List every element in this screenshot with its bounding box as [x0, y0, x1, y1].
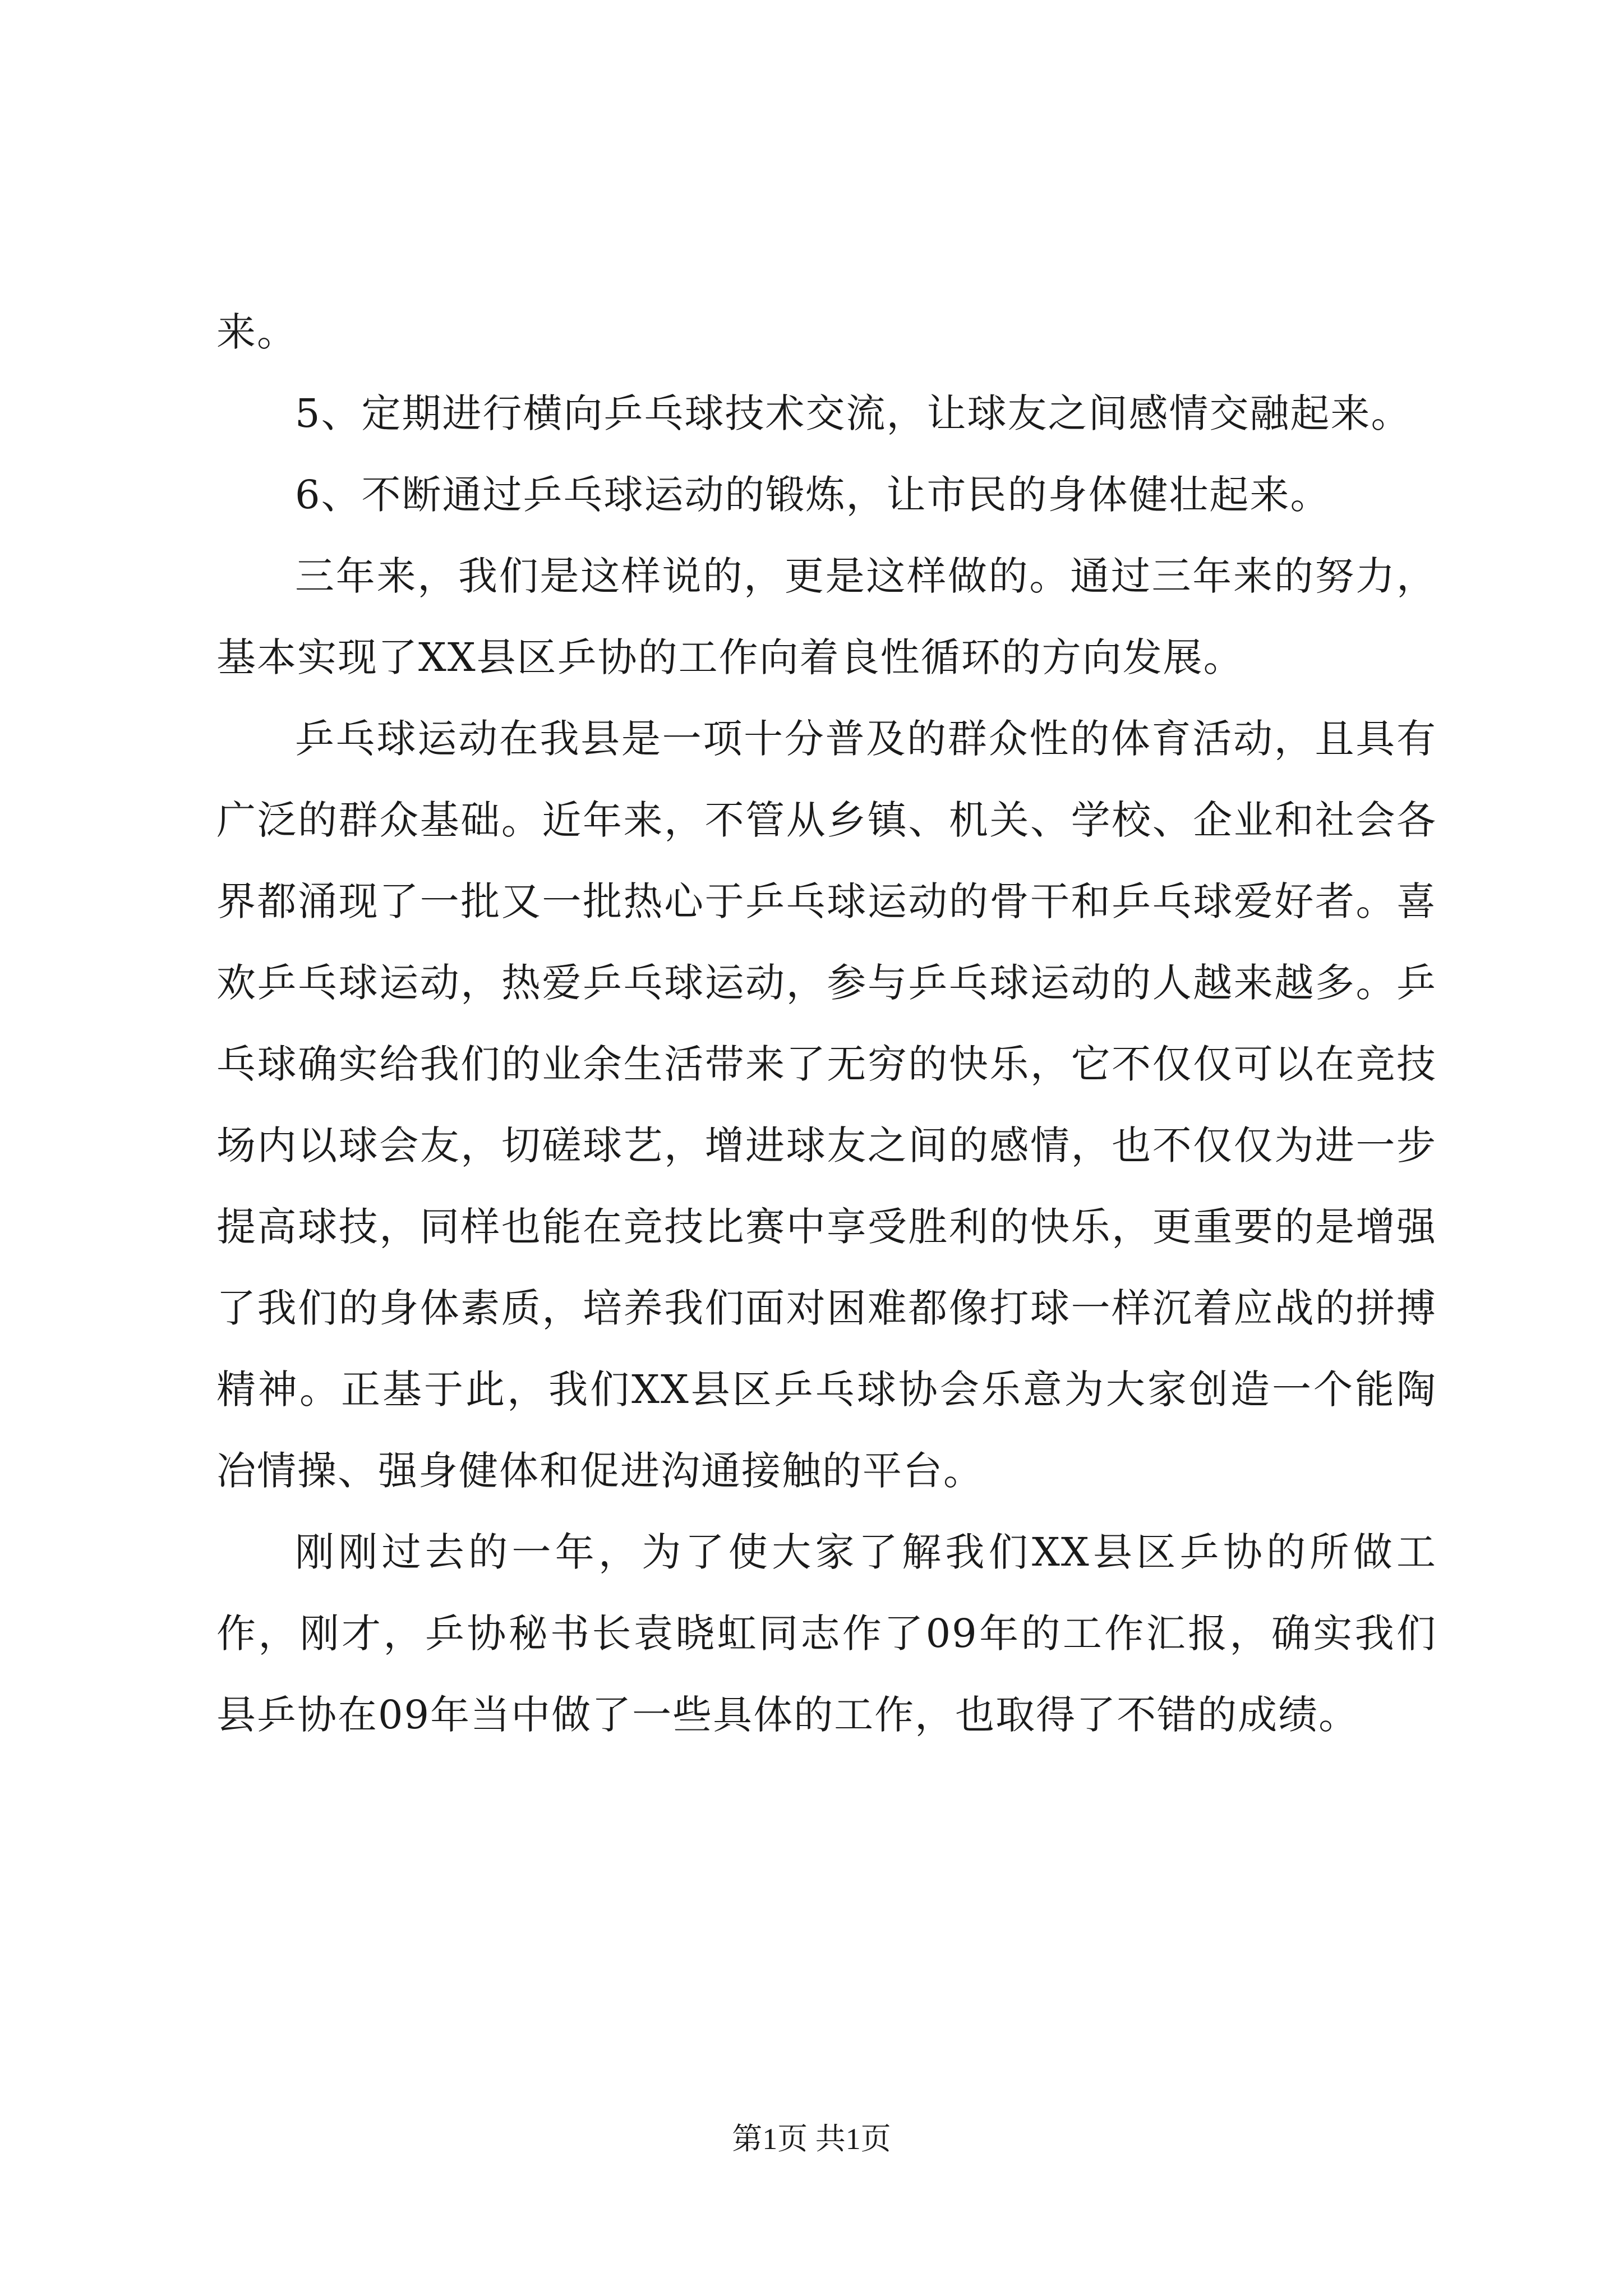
document-body — [216, 292, 1437, 1756]
paragraph-item-5: 5、定期进行横向乒乓球技术交流，让球友之间感情交融起来。 — [295, 390, 1412, 436]
paragraph-three-years: 三年来，我们是这样说的，更是这样做的。通过三年来的努力，基本实现了XX县区乒协的工作向着良性循环的方向发展。 — [216, 553, 1437, 680]
page-footer: 第1页 共1页 — [732, 2122, 891, 2156]
paragraph-table-tennis-popularity: 乒乓球运动在我县是一项十分普及的群众性的体育活动，且具有广泛的群众基础。近年来，不管从乡镇、机关、学校、企业和社会各界都涌现了一批又一批热心于乒乓球运动的骨干和乒乓球爱好者。喜欢乒乓球运动，热爱乒乓球运动，参与乒乓球运动的人越来越多。乒乓球确实给我们的业余生活带来了无穷的快乐，它不仅仅可以在竞技场内以球会友，切磋球艺，增进球友之间的感情，也不仅仅为进一步提高球技，同样也能在竞技比赛中享受胜利的快乐，更重要的是增强了我们的身体素质，培养我们面对困难都像打球一样沉着应战的拼搏精神。正基于此，我们XX县区乒乓球协会乐意为大家创造一个能陶冶情操、强身健体和促进沟通接触的平台。 — [216, 716, 1437, 1494]
paragraph-past-year: 刚刚过去的一年，为了使大家了解我们XX县区乒协的所做工作，刚才，乒协秘书长袁晓虹同志作了09年的工作汇报，确实我们县乒协在09年当中做了一些具体的工作，也取得了不错的成绩。 — [216, 1529, 1437, 1738]
paragraph-continuation: 来。 — [216, 309, 297, 355]
paragraph-item-6: 6、不断通过乒乓球运动的锻炼，让市民的身体健壮起来。 — [295, 472, 1331, 518]
